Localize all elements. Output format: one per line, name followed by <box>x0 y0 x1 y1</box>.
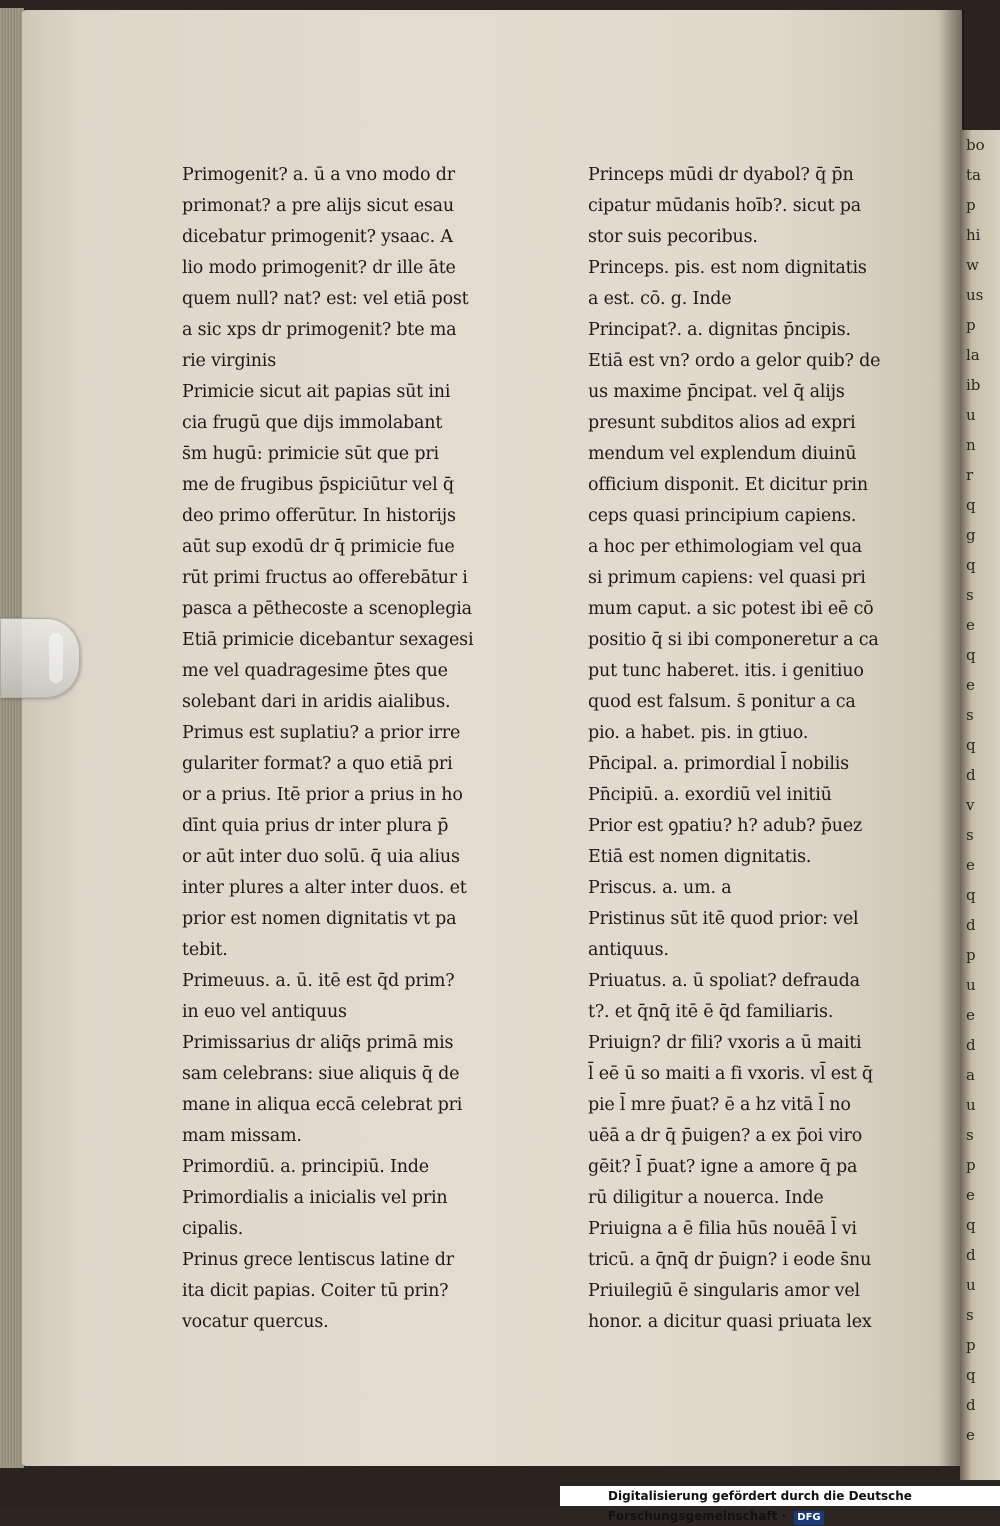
neighbour-text-fragment: e <box>966 616 975 634</box>
text-line: Priuign? dr fili? vxoris a ū maiti <box>588 1033 862 1053</box>
neighbour-text-fragment: s <box>966 586 974 604</box>
neighbour-text-fragment: a <box>966 1066 975 1084</box>
text-line: mam missam. <box>182 1126 302 1146</box>
neighbour-text-fragment: d <box>966 766 976 784</box>
text-line: dicebatur primogenit? ysaac. A <box>182 227 453 247</box>
text-line: officium disponit. Et dicitur prin <box>588 475 868 495</box>
text-line: put tunc haberet. itis. i genitiuo <box>588 661 864 681</box>
text-line: honor. a dicitur quasi priuata lex <box>588 1312 872 1332</box>
text-line: prior est nomen dignitatis vt pa <box>182 909 457 929</box>
text-line: pio. a habet. pis. in gtiuo. <box>588 723 809 743</box>
neighbour-text-fragment: e <box>966 1426 975 1444</box>
neighbour-text-fragment: d <box>966 1246 976 1264</box>
text-line: positio q̄ si ibi componeretur a ca <box>588 630 879 650</box>
neighbour-text-fragment: u <box>966 976 976 994</box>
text-line: a sic xps dr primogenit? bte ma <box>182 320 457 340</box>
neighbour-text-fragment: e <box>966 676 975 694</box>
text-line: or aūt inter duo solū. q̄ uia alius <box>182 847 460 867</box>
text-line: Priuigna a ē filia hūs nouēā l̄ vi <box>588 1219 857 1239</box>
text-line: a est. cō. g. Inde <box>588 289 732 309</box>
text-line: Prinus grece lentiscus latine dr <box>182 1250 454 1270</box>
right-text-column <box>588 160 918 1338</box>
text-line: Pn̄cipiū. a. exordiū vel initiū <box>588 785 832 805</box>
neighbour-text-fragment: hi <box>966 226 981 244</box>
footer-text: Digitalisierung gefördert durch die Deutsche Forschungsgemeinschaft · <box>608 1489 912 1523</box>
text-line: Princeps mūdi dr dyabol? q̄ p̄n <box>588 165 854 185</box>
text-line: Pn̄cipal. a. primordial l̄ nobilis <box>588 754 849 774</box>
text-line: in euo vel antiquus <box>182 1002 347 1022</box>
text-line: or a prius. Itē prior a prius in ho <box>182 785 463 805</box>
text-line: Priuilegiū ē singularis amor vel <box>588 1281 860 1301</box>
digitization-footer <box>560 1486 1000 1523</box>
left-text-column <box>182 160 527 1338</box>
text-line: stor suis pecoribus. <box>588 227 758 247</box>
neighbour-text-fragment: p <box>966 1336 976 1354</box>
neighbour-text-fragment: us <box>966 286 984 304</box>
neighbour-text-fragment: q <box>966 496 976 514</box>
text-line: pasca a pēthecoste a scenoplegia <box>182 599 472 619</box>
text-line: sam celebrans: siue aliquis q̄ de <box>182 1064 460 1084</box>
neighbour-text-fragment: d <box>966 1036 976 1054</box>
neighbour-text-fragment: p <box>966 1156 976 1174</box>
text-line: primonat? a pre alijs sicut esau <box>182 196 454 216</box>
neighbour-text-fragment: s <box>966 826 974 844</box>
neighbour-text-fragment: q <box>966 556 976 574</box>
text-line: t?. et q̄nq̄ itē ē q̄d familiaris. <box>588 1002 834 1022</box>
dfg-logo: DFG <box>794 1511 823 1525</box>
neighbour-text-fragment: r <box>966 466 974 484</box>
text-line: Etiā primicie dicebantur sexagesi <box>182 630 474 650</box>
text-line: solebant dari in aridis aialibus. <box>182 692 451 712</box>
neighbour-text-fragment: e <box>966 856 975 874</box>
neighbour-text-fragment: u <box>966 1096 976 1114</box>
text-line: rie virginis <box>182 351 276 371</box>
book-page-edges <box>0 8 24 1468</box>
text-line: cipatur mūdanis hoīb?. sicut pa <box>588 196 861 216</box>
text-line: tricū. a q̄nq̄ dr p̄uign? i eode s̄nu <box>588 1250 872 1270</box>
neighbour-text-fragment: ib <box>966 376 981 394</box>
text-line: rūt primi fructus ao offerebātur i <box>182 568 468 588</box>
text-line: us maxime p̄ncipat. vel q̄ alijs <box>588 382 845 402</box>
neighbour-text-fragment: d <box>966 916 976 934</box>
text-line: Primordialis a inicialis vel prin <box>182 1188 448 1208</box>
page-clip <box>0 618 80 698</box>
text-line: dīnt quia prius dr inter plura p̄ <box>182 816 449 836</box>
text-line: Etiā est nomen dignitatis. <box>588 847 812 867</box>
neighbour-text-fragment: e <box>966 1006 975 1024</box>
text-line: Priuatus. a. ū spoliat? defrauda <box>588 971 860 991</box>
neighbour-text-fragment: p <box>966 946 976 964</box>
text-line: antiquus. <box>588 940 669 960</box>
text-line: Prior est ꝯpatiu? h? adub? p̄uez <box>588 816 863 836</box>
text-line: Princeps. pis. est nom dignitatis <box>588 258 867 278</box>
text-line: gēit? l̄ p̄uat? igne a amore q̄ pa <box>588 1157 858 1177</box>
text-line: Pristinus sūt itē quod prior: vel <box>588 909 859 929</box>
neighbour-text-fragment: u <box>966 1276 976 1294</box>
text-line: me de frugibus p̄spiciūtur vel q̄ <box>182 475 454 495</box>
neighbour-text-fragment: g <box>966 526 976 544</box>
text-line: cia frugū que dijs immolabant <box>182 413 443 433</box>
text-line: rū diligitur a nouerca. Inde <box>588 1188 824 1208</box>
neighbour-text-fragment: q <box>966 1366 976 1384</box>
text-line: a hoc per ethimologiam vel qua <box>588 537 862 557</box>
neighbour-text-fragment: u <box>966 406 976 424</box>
text-line: lio modo primogenit? dr ille āte <box>182 258 456 278</box>
text-line: gulariter format? a quo etiā pri <box>182 754 453 774</box>
text-line: cipalis. <box>182 1219 244 1239</box>
text-line: deo primo offerūtur. In historijs <box>182 506 456 526</box>
neighbour-text-fragment: p <box>966 316 976 334</box>
text-line: aūt sup exodū dr q̄ primicie fue <box>182 537 455 557</box>
text-line: ceps quasi principium capiens. <box>588 506 857 526</box>
neighbour-text-fragment: bo <box>966 136 985 154</box>
text-line: ita dicit papias. Coiter tū prin? <box>182 1281 449 1301</box>
text-line: uēā a dr q̄ p̄uigen? a ex p̄oi viro <box>588 1126 863 1146</box>
neighbour-text-fragment: e <box>966 1186 975 1204</box>
text-line: quem null? nat? est: vel etiā post <box>182 289 469 309</box>
neighbour-text-fragment: s <box>966 1126 974 1144</box>
text-line: Primus est suplatiu? a prior irre <box>182 723 461 743</box>
text-line: Priscus. a. um. a <box>588 878 732 898</box>
neighbour-text-fragment: ta <box>966 166 981 184</box>
neighbour-text-fragment: s <box>966 1306 974 1324</box>
text-line: quod est falsum. s̄ ponitur a ca <box>588 692 856 712</box>
text-line: l̄ eē ū so maiti a fi vxoris. vl̄ est q̄ <box>588 1064 873 1084</box>
neighbour-text-fragment: q <box>966 1216 976 1234</box>
text-line: presunt subditos alios ad expri <box>588 413 856 433</box>
text-line: mum caput. a sic potest ibi eē cō <box>588 599 874 619</box>
text-line: tebit. <box>182 940 228 960</box>
text-line: Etiā est vn? ordo a gelor quib? de <box>588 351 881 371</box>
text-line: me vel quadragesime p̄tes que <box>182 661 448 681</box>
text-line: pie l̄ mre p̄uat? ē a hz vitā l̄ no <box>588 1095 851 1115</box>
neighbour-text-fragment: q <box>966 886 976 904</box>
text-line: Primissarius dr aliq̄s primā mis <box>182 1033 454 1053</box>
neighbour-text-fragment: p <box>966 196 976 214</box>
neighbour-text-fragment: q <box>966 646 976 664</box>
text-line: s̄m hugū: primicie sūt que pri <box>182 444 439 464</box>
neighbour-text-fragment: w <box>966 256 979 274</box>
text-line: mane in aliqua eccā celebrat pri <box>182 1095 463 1115</box>
text-line: Primeuus. a. ū. itē est q̄d prim? <box>182 971 455 991</box>
text-line: vocatur quercus. <box>182 1312 329 1332</box>
neighbour-text-fragment: n <box>966 436 976 454</box>
text-line: si primum capiens: vel quasi pri <box>588 568 866 588</box>
text-line: Principat?. a. dignitas p̄ncipis. <box>588 320 851 340</box>
neighbour-page-edge <box>960 130 1000 1480</box>
text-line: Primordiū. a. principiū. Inde <box>182 1157 429 1177</box>
neighbour-text-fragment: la <box>966 346 980 364</box>
text-line: mendum vel explendum diuinū <box>588 444 857 464</box>
text-line: Primogenit? a. ū a vno modo dr <box>182 165 455 185</box>
neighbour-text-fragment: d <box>966 1396 976 1414</box>
neighbour-text-fragment: q <box>966 736 976 754</box>
text-line: Primicie sicut ait papias sūt ini <box>182 382 451 402</box>
neighbour-text-fragment: s <box>966 706 974 724</box>
text-line: inter plures a alter inter duos. et <box>182 878 467 898</box>
neighbour-text-fragment: v <box>966 796 975 814</box>
